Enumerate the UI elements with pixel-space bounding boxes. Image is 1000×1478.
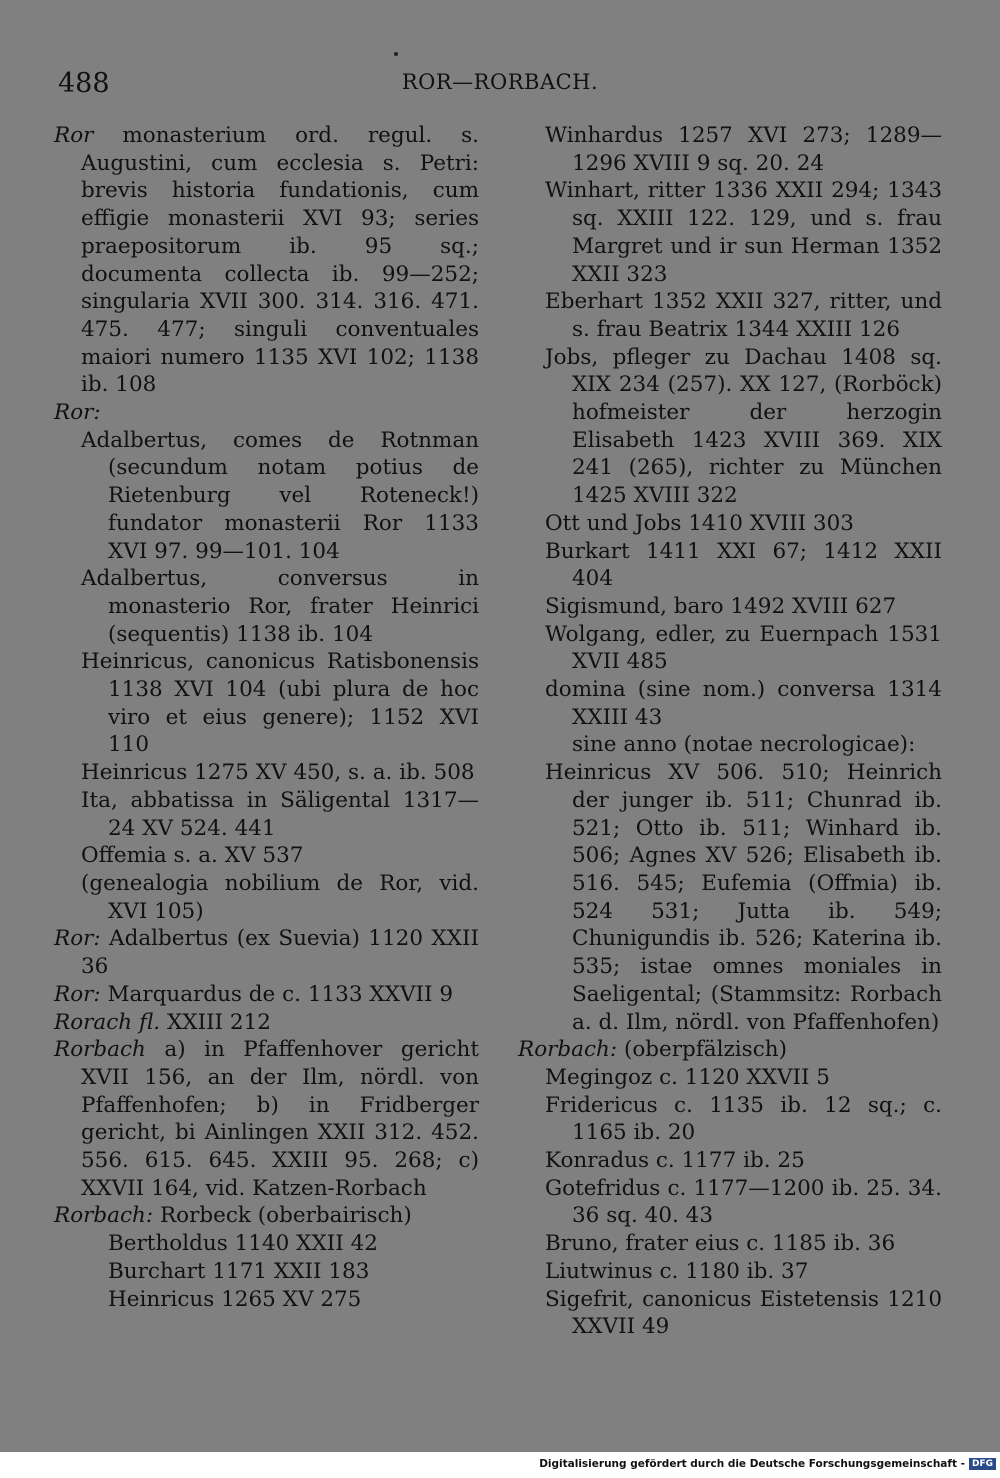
entry-text: Jobs, pfleger zu Dachau 1408 sq. XIX 234 (257). XX 127, (Rorböck) hofmeister der herzogin Elisabeth 1423 XVIII 369. XIX 241 (265), richter zu München 1425 XVIII 322 — [545, 344, 942, 509]
index-entry — [518, 759, 942, 1036]
index-entry — [518, 288, 942, 343]
index-entry — [518, 177, 942, 288]
page-header — [58, 68, 942, 104]
entry-text: monasterium ord. regul. s. Augustini, cum ecclesia s. Petri: brevis historia fundationis, cum effigie monasterii XVI 93; series praepositorum ib. 95 sq.; documenta collecta ib. 99—252; singularia XVII 300. 314. 316. 471. 475. 477; singuli conventuales maiori numero 1135 XVI 102; 1138 ib. 108 — [81, 123, 479, 398]
entry-text: domina (sine nom.) conversa 1314 XXIII 43 — [545, 677, 942, 730]
index-entry — [54, 1036, 479, 1202]
entry-headword: Ror: — [54, 926, 101, 952]
index-entry — [54, 925, 479, 980]
index-entry — [518, 731, 942, 759]
index-entry — [518, 1230, 942, 1258]
entry-text: a) in Pfaffenhover gericht XVII 156, an der Ilm, nördl. von Pfaffenhofen; b) in Fridberger gericht, bi Ainlingen XXII 312. 452. 556. 615. 645. XXIII 95. 268; c) XXVII 164, vid. Katzen-Rorbach — [81, 1037, 479, 1201]
entry-text: Marquardus de c. 1133 XXVII 9 — [100, 981, 454, 1007]
index-entry — [518, 1286, 942, 1341]
running-head: ROR—RORBACH. — [401, 70, 599, 94]
entry-text: Rorbeck (oberbairisch) — [153, 1203, 412, 1229]
entry-text: Konradus c. 1177 ib. 25 — [545, 1148, 805, 1174]
entry-text: Sigismund, baro 1492 XVIII 627 — [545, 593, 897, 619]
entry-text: Bruno, frater eius c. 1185 ib. 36 — [545, 1231, 896, 1257]
entry-text: Burchart 1171 XXII 183 — [108, 1258, 370, 1284]
entry-text: (genealogia nobilium de Ror, vid. XVI 105) — [81, 870, 479, 924]
index-entry — [54, 1230, 479, 1258]
index-entry — [54, 1286, 479, 1314]
entry-text: Heinricus 1265 XV 275 — [108, 1286, 362, 1312]
entry-headword: Ror: — [54, 981, 101, 1007]
index-entry — [518, 593, 942, 621]
entry-headword: Rorbach: — [54, 1203, 154, 1229]
index-entry — [54, 122, 479, 399]
entry-text: Winhart, ritter 1336 XXII 294; 1343 sq. XXIII 122. 129, und s. frau Margret und ir sun Herman 1352 XXII 323 — [545, 178, 942, 287]
entry-text: Fridericus c. 1135 ib. 12 sq.; c. 1165 ib. 20 — [545, 1092, 942, 1146]
index-entry — [54, 399, 479, 427]
entry-headword: Rorbach: — [518, 1037, 618, 1063]
entry-text: Liutwinus c. 1180 ib. 37 — [545, 1258, 809, 1284]
entry-headword: Rorach fl. — [54, 1009, 161, 1035]
entry-text: (oberpfälzisch) — [617, 1037, 787, 1063]
left-column — [54, 122, 479, 1313]
index-entry — [54, 565, 479, 648]
index-entry — [518, 1147, 942, 1175]
entry-text: Adalbertus, comes de Rotnman (secundum notam potius de Rietenburg vel Roteneck!) fundator monasterii Ror 1133 XVI 97. 99—101. 104 — [81, 427, 479, 564]
entry-text: Megingoz c. 1120 XXVII 5 — [545, 1064, 830, 1090]
index-entry — [54, 870, 479, 925]
entry-text: Eberhart 1352 XXII 327, ritter, und s. frau Beatrix 1344 XXIII 126 — [545, 289, 942, 342]
index-entry — [518, 621, 942, 676]
footer — [539, 1458, 996, 1470]
entry-headword: Ror: — [54, 400, 101, 426]
index-entry — [518, 1258, 942, 1286]
index-entry — [54, 1202, 479, 1230]
index-entry — [518, 1064, 942, 1092]
index-entry — [518, 1092, 942, 1147]
entry-text: Ita, abbatissa in Säligental 1317—24 XV 524. 441 — [81, 787, 479, 841]
entry-text: Ott und Jobs 1410 XVIII 303 — [545, 510, 854, 536]
entry-text: XXIII 212 — [160, 1009, 271, 1035]
index-entry — [518, 344, 942, 510]
right-column — [518, 122, 942, 1341]
print-speck — [394, 52, 398, 56]
index-entry — [54, 1258, 479, 1286]
index-entry — [54, 787, 479, 842]
entry-text: sine anno (notae necrologicae): — [572, 732, 916, 758]
page-number: 488 — [58, 68, 110, 99]
entry-text: Winhardus 1257 XVI 273; 1289—1296 XVIII 9 sq. 20. 24 — [545, 123, 942, 176]
entry-text: Wolgang, edler, zu Euernpach 1531 XVII 485 — [545, 621, 942, 675]
footer-credit: Digitalisierung gefördert durch die Deutsche Forschungsgemeinschaft - — [539, 1458, 965, 1470]
dfg-logo: DFG — [969, 1458, 996, 1470]
entry-text: Offemia s. a. XV 537 — [81, 843, 304, 869]
index-entry — [54, 648, 479, 759]
index-entry — [54, 427, 479, 566]
entry-text: Adalbertus, conversus in monasterio Ror, frater Heinrici (sequentis) 1138 ib. 104 — [81, 566, 479, 647]
index-entry — [518, 510, 942, 538]
index-entry — [518, 538, 942, 593]
entry-text: Burkart 1411 XXI 67; 1412 XXII 404 — [545, 538, 942, 592]
entry-headword: Ror — [54, 123, 94, 148]
index-entry — [518, 1036, 942, 1064]
entry-text: Heinricus 1275 XV 450, s. a. ib. 508 — [81, 760, 475, 786]
entry-text: Adalbertus (ex Suevia) 1120 XXII 36 — [81, 926, 479, 980]
entry-text: Gotefridus c. 1177—1200 ib. 25. 34. 36 sq. 40. 43 — [545, 1175, 942, 1229]
index-entry — [54, 842, 479, 870]
entry-headword: Rorbach — [54, 1037, 146, 1063]
entry-text: Bertholdus 1140 XXII 42 — [108, 1231, 378, 1257]
index-entry — [518, 676, 942, 731]
index-entry — [518, 1175, 942, 1230]
index-entry — [54, 1009, 479, 1037]
index-entry — [54, 759, 479, 787]
index-entry — [54, 981, 479, 1009]
entry-text: Heinricus XV 506. 510; Heinrich der junger ib. 511; Chunrad ib. 521; Otto ib. 511; Winhard ib. 506; Agnes XV 526; Elisabeth ib. 516. 545; Eufemia (Offmia) ib. 524 531; Jutta ib. 549; Chunigundis ib. 526; Katerina ib. 535; istae omnes moniales in Saeligental; (Stammsitz: Rorbach a. d. Ilm, nördl. von Pfaffenhofen) — [545, 760, 942, 1035]
entry-text: Heinricus, canonicus Ratisbonensis 1138 XVI 104 (ubi plura de hoc viro et eius genere); 1152 XVI 110 — [81, 649, 479, 758]
entry-text: Sigefrit, canonicus Eistetensis 1210 XXVII 49 — [545, 1286, 942, 1340]
index-entry — [518, 122, 942, 177]
